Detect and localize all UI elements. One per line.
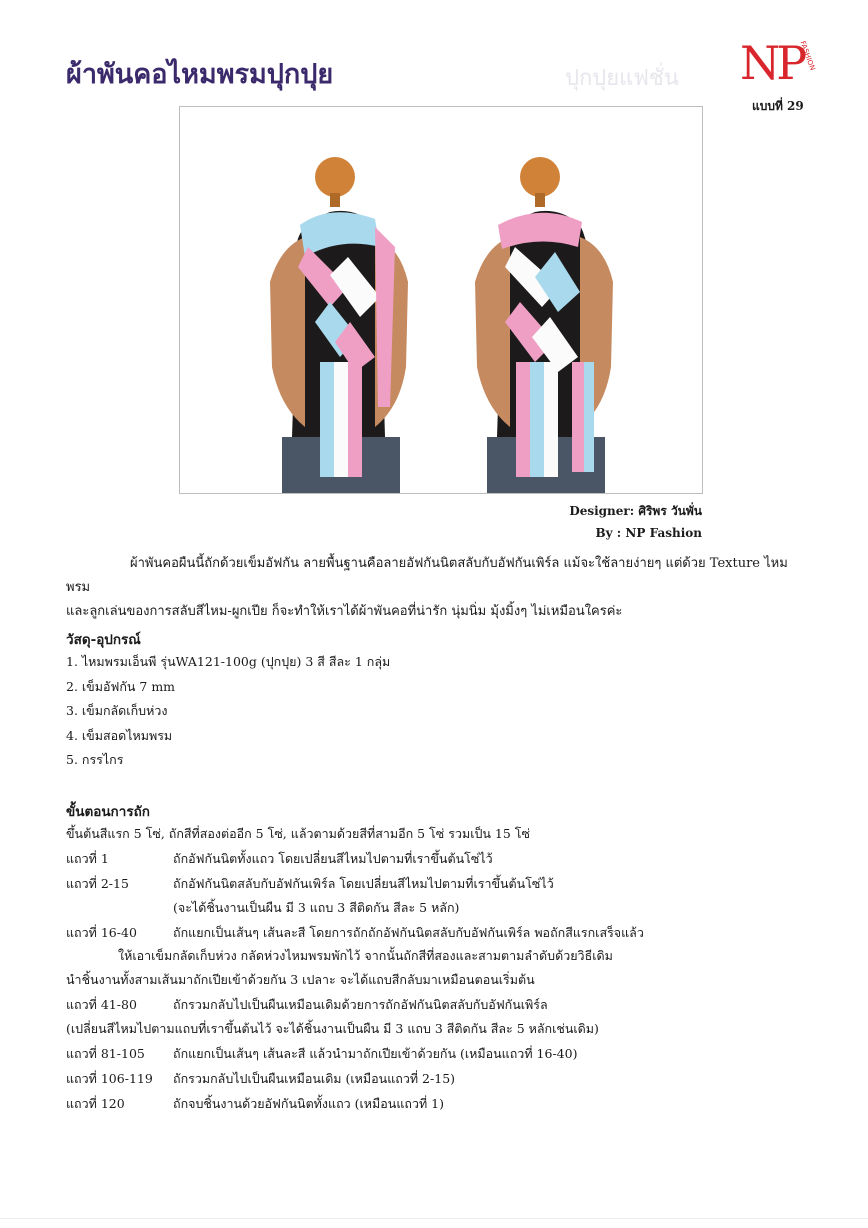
intro-line: ผ้าพันคอผืนนี้ถักด้วยเข็มอัฟกัน ลายพื้นฐานคือลายอัฟกันนิตสลับกับอัฟกันเพิร์ล แม้จะใช้ลายง่ายๆ แต่ด้วย Texture ไหมพรม — [66, 556, 788, 595]
row-continuation: นำชิ้นงานทั้งสามเส้นมาถักเปียเข้าด้วยกัน 3 เปลาะ จะได้แถบสีกลับมาเหมือนตอนเริ่มต้น — [66, 972, 535, 987]
row-text: ถักอัฟกันนิตสลับกับอัฟกันเพิร์ล โดยเปลี่ยนสีไหมไปตามที่เราขึ้นต้นโซ่ไว้ — [173, 876, 554, 891]
logo-text: NP — [740, 36, 804, 90]
row-label: แถวที่ 120 — [66, 1096, 125, 1111]
materials-heading: วัสดุ-อุปกรณ์ — [66, 632, 141, 648]
list-item: 4. เข็มสอดไหมพรม — [66, 727, 173, 743]
row-label: แถวที่ 2-15 — [66, 876, 129, 891]
row-continuation: (เปลี่ยนสีไหมไปตามแถบที่เราขึ้นต้นไว้ จะได้ชิ้นงานเป็นผืน มี 3 แถบ 3 สีติดกัน สีละ 5 หลักเช่นเดิม) — [66, 1021, 599, 1036]
row-label: แถวที่ 106-119 — [66, 1071, 153, 1086]
row-text: ถักจบชิ้นงานด้วยอัฟกันนิตทั้งแถว (เหมือนแถวที่ 1) — [173, 1096, 445, 1111]
row-label: แถวที่ 41-80 — [66, 997, 137, 1012]
row-label: แถวที่ 81-105 — [66, 1046, 145, 1061]
row-text: ถักอัฟกันนิตทั้งแถว โดยเปลี่ยนสีไหมไปตามที่เราขึ้นต้นโซ่ไว้ — [173, 851, 493, 866]
pattern-number: แบบที่ 29 — [752, 99, 804, 113]
row-label: แถวที่ 16-40 — [66, 925, 137, 940]
materials-list — [66, 650, 390, 773]
row-label: แถวที่ 1 — [66, 851, 109, 866]
row-text: ถักรวมกลับไปเป็นผืนเหมือนเดิม (เหมือนแถวที่ 2-15) — [173, 1071, 456, 1086]
list-item: 2. เข็มอัฟกัน 7 mm — [66, 678, 176, 694]
list-item: 5. กรรไกร — [66, 752, 124, 767]
page-title: ผ้าพันคอไหมพรมปุกปุย — [66, 59, 334, 90]
list-item: 1. ไหมพรมเอ็นพี รุ่นWA121-100g (ปุกปุย) 3 สี สีละ 1 กลุ่ม — [66, 654, 391, 669]
product-photo — [179, 106, 703, 494]
intro-paragraph — [66, 552, 806, 624]
steps-heading: ขั้นตอนการถัก — [66, 804, 150, 820]
scarf-mannequins-illustration — [180, 107, 702, 493]
steps-intro: ขึ้นต้นสีแรก 5 โซ่, ถักสีที่สองต่ออีก 5 โซ่, แล้วตามด้วยสีที่สามอีก 5 โซ่ รวมเป็น 15 โซ่ — [66, 826, 531, 841]
by-credit: By : NP Fashion — [595, 526, 702, 540]
row-text: ถักแยกเป็นเส้นๆ เส้นละสี โดยการถักถักอัฟกันนิตสลับกับอัฟกันเพิร์ล พอถักสีแรกเสร็จแล้ว — [173, 925, 644, 940]
row-note: (จะได้ชิ้นงานเป็นผืน มี 3 แถบ 3 สีติดกัน สีละ 5 หลัก) — [173, 900, 460, 915]
page-bottom-edge — [0, 1218, 868, 1219]
list-item: 3. เข็มกลัดเก็บห่วง — [66, 703, 168, 718]
row-text: ถักรวมกลับไปเป็นผืนเหมือนเดิมด้วยการถักอัฟกันนิตสลับกับอัฟกันเพิร์ล — [173, 997, 548, 1012]
intro-line: และลูกเล่นของการสลับสีไหม-ผูกเปีย ก็จะทำให้เราได้ผ้าพันคอที่น่ารัก นุ่มนิ่ม มุ้งมิ้งๆ ไม่เหมือนใครค่ะ — [66, 604, 623, 619]
logo-subtext: FASHION — [798, 40, 817, 72]
row-text: ถักแยกเป็นเส้นๆ เส้นละสี แล้วนำมาถักเปียเข้าด้วยกัน (เหมือนแถวที่ 16-40) — [173, 1046, 578, 1061]
designer-credit: Designer: ศิริพร วันพั่น — [569, 504, 702, 518]
bleed-through-text: ปุกปุยแฟชั่น — [565, 66, 679, 91]
row-continuation: ให้เอาเข็มกลัดเก็บห่วง กลัดห่วงไหมพรมพักไว้ จากนั้นถักสีที่สองและสามตามลำดับด้วยวิธีเดิม — [118, 948, 613, 963]
np-fashion-logo — [740, 36, 820, 94]
